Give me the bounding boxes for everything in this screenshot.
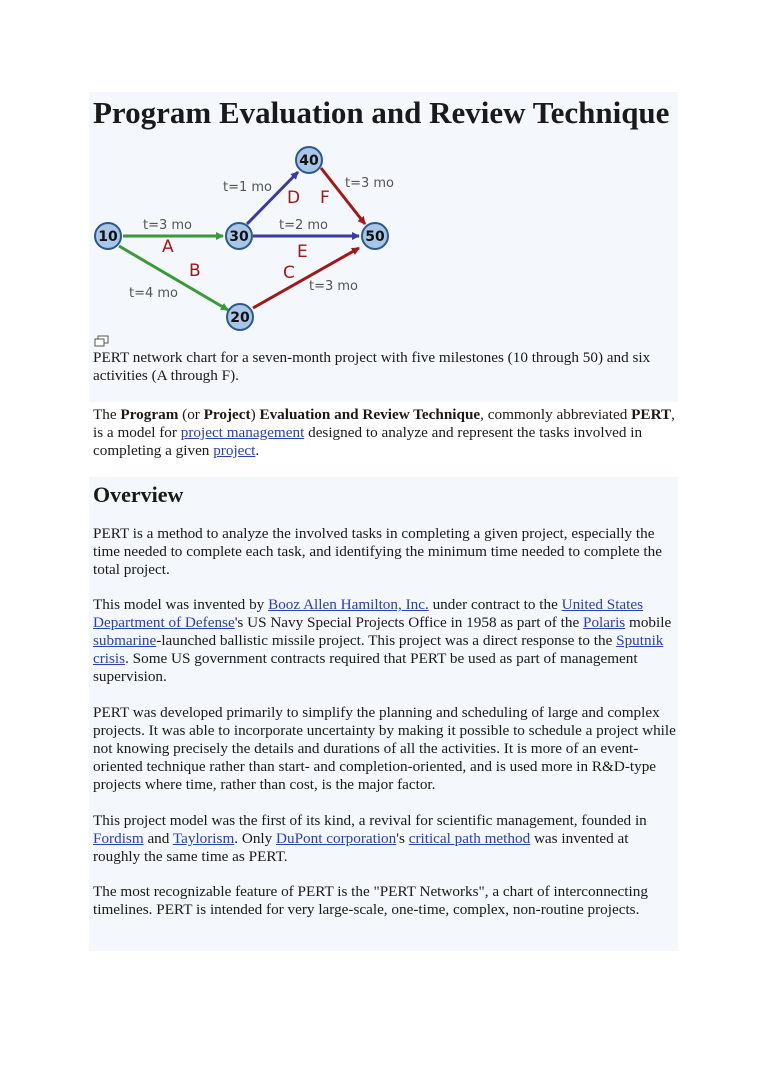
activity-a-letter: A [162, 237, 174, 257]
activity-e-letter: E [297, 242, 308, 262]
milestone-10-label: 10 [98, 229, 118, 245]
polaris-link[interactable]: Polaris [583, 614, 626, 631]
milestone-30-label: 30 [229, 229, 249, 245]
paragraph-text: . Some US government contracts required that PERT be used as part of management supervision. [93, 650, 638, 685]
milestone-20-label: 20 [230, 310, 250, 326]
taylorism-link[interactable]: Taylorism [172, 830, 235, 847]
paragraph-text: mobile [625, 614, 672, 631]
duration-a-label: t=3 mo [143, 218, 193, 233]
overview-paragraph-2 [93, 596, 678, 686]
booz-allen-hamilton-link[interactable]: Booz Allen Hamilton, Inc. [268, 596, 429, 613]
figure-caption: PERT network chart for a seven-month project with five milestones (10 through 50) and six activities (A through F). [93, 349, 651, 384]
intro-text: , commonly abbreviated [480, 406, 632, 423]
activity-d-letter: D [287, 188, 301, 208]
submarine-link[interactable]: submarine [93, 632, 157, 649]
fordism-link[interactable]: Fordism [93, 830, 144, 847]
enlarge-icon[interactable] [94, 335, 109, 347]
milestone-50-node [362, 223, 388, 249]
overview-paragraph-3: PERT was developed primarily to simplify the planning and scheduling of large and complex projects. It was able to incorporate uncertainty by making it possible to schedule a project while not knowing precisely the details and durations of all the activities. It is more of an event-oriented technique rather than start- and completion-oriented, and is used more in R&D-type projects where time, rather than cost, is the major factor. [93, 704, 676, 793]
paragraph-text: This project model was the first of its kind, a revival for scientific management, founded in [93, 812, 647, 829]
overview-paragraph-4 [93, 812, 678, 866]
critical-path-method-link[interactable]: critical path method [408, 830, 531, 847]
intro-bold-evaluation: Evaluation and Review Technique [259, 406, 481, 423]
intro-text: . [255, 442, 260, 459]
paragraph-text: -launched ballistic missile project. This project was a direct response to the [156, 632, 617, 649]
intro-bold-pert: PERT [631, 406, 672, 423]
milestone-40-label: 40 [299, 153, 319, 169]
paragraph-text: under contract to the [428, 596, 562, 613]
duration-e-label: t=2 mo [279, 218, 329, 233]
page-title: Program Evaluation and Review Technique [93, 95, 670, 130]
activity-f-letter: F [320, 188, 330, 208]
overview-paragraph-5: The most recognizable feature of PERT is the "PERT Networks", a chart of interconnecting timelines. PERT is intended for very large-scale, one-time, complex, non-routine projects. [93, 883, 648, 918]
paragraph-text: 's [396, 830, 409, 847]
intro-paragraph [93, 406, 678, 460]
milestone-50-label: 50 [365, 229, 385, 245]
duration-d-label: t=1 mo [223, 180, 273, 195]
overview-heading: Overview [93, 482, 184, 507]
paragraph-text: . Only [234, 830, 277, 847]
intro-text: ) [250, 406, 260, 423]
duration-b-label: t=4 mo [129, 286, 179, 301]
intro-text: The [93, 406, 121, 423]
intro-text: , is a model for [93, 406, 675, 441]
duration-f-label: t=3 mo [345, 176, 395, 191]
milestone-40-node [296, 147, 322, 173]
paragraph-text: This model was invented by [93, 596, 269, 613]
dupont-corporation-link[interactable]: DuPont corporation [276, 830, 397, 847]
paragraph-text: and [143, 830, 173, 847]
intro-bold-program: Program [120, 406, 179, 423]
project-management-link[interactable]: project management [180, 424, 305, 441]
us-department-of-defense-link[interactable]: United States Department of Defense [93, 596, 644, 631]
milestone-30-node [226, 223, 252, 249]
intro-text: (or [178, 406, 204, 423]
activity-c-letter: C [283, 263, 295, 283]
project-link[interactable]: project [213, 442, 256, 459]
intro-text: designed to analyze and represent the tasks involved in completing a given [93, 424, 643, 459]
duration-c-label: t=3 mo [309, 279, 359, 294]
activity-b-letter: B [189, 261, 201, 281]
sputnik-crisis-link[interactable]: Sputnik crisis [93, 632, 664, 667]
paragraph-text: was invented at roughly the same time as PERT. [93, 830, 629, 865]
milestone-10-node [95, 223, 121, 249]
overview-paragraph-1: PERT is a method to analyze the involved tasks in completing a given project, especially the time needed to complete each task, and identifying the minimum time needed to complete the total project. [93, 525, 662, 578]
paragraph-text: 's US Navy Special Projects Office in 1958 as part of the [234, 614, 584, 631]
intro-bold-project: Project [203, 406, 251, 423]
milestone-20-node [227, 304, 253, 330]
pert-network-diagram [89, 140, 409, 332]
